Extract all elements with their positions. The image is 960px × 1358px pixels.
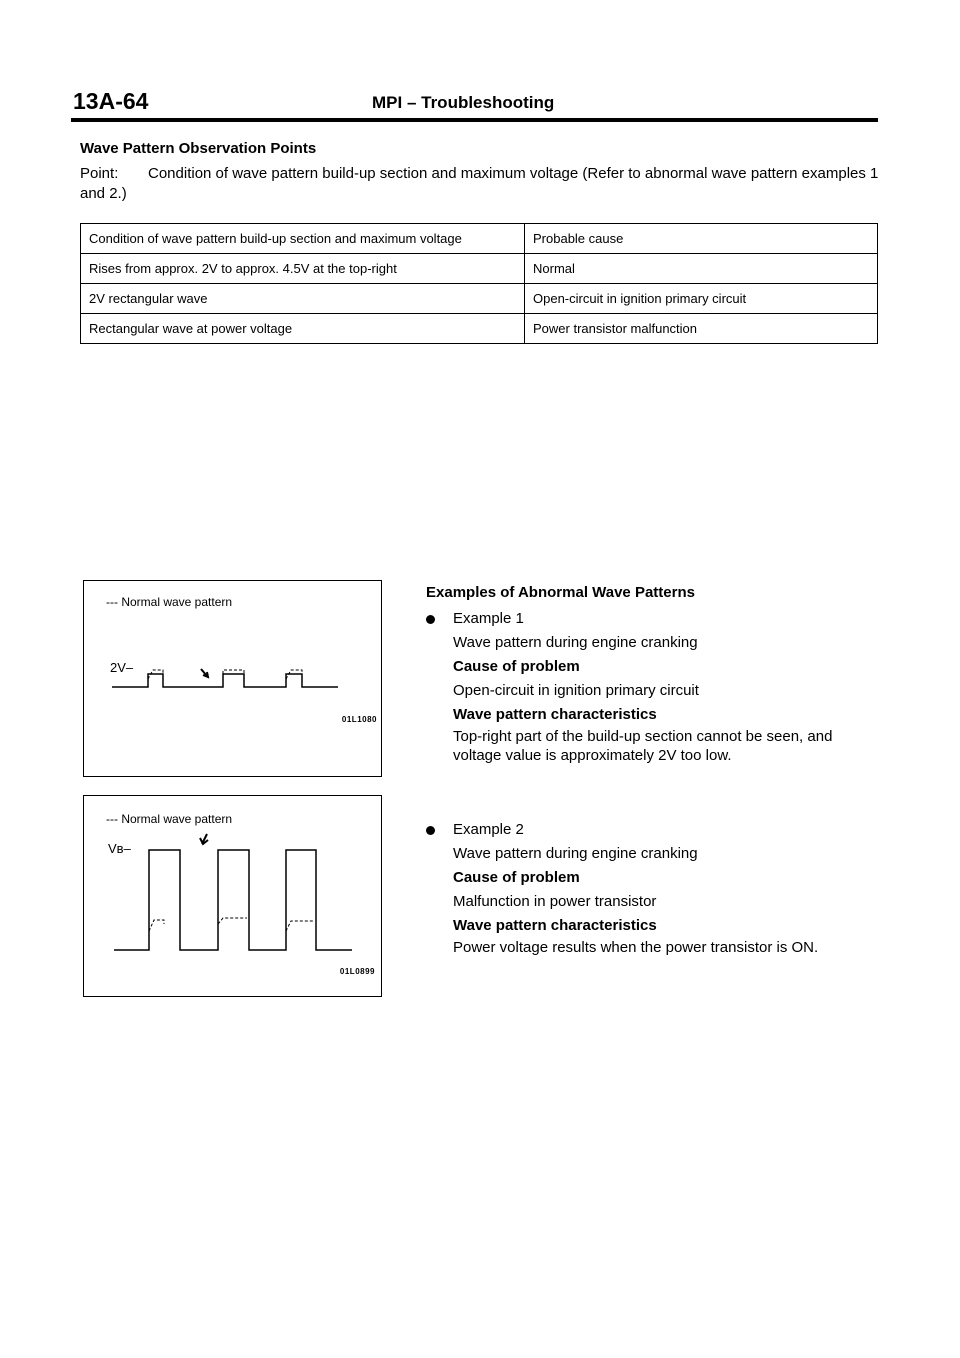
observation-heading: Wave Pattern Observation Points	[80, 140, 317, 157]
normal-wave-dashed	[149, 920, 164, 931]
figure-legend: --- Normal wave pattern	[106, 595, 233, 609]
point-label: Point:	[80, 165, 119, 182]
cause-heading: Cause of problem	[453, 658, 580, 675]
table-cell-condition: 2V rectangular wave	[81, 284, 525, 314]
example-name: Example 1	[453, 610, 524, 627]
figure-code: 01L0899	[339, 967, 375, 976]
cause-text: Open-circuit in ignition primary circuit	[453, 682, 699, 699]
figure-legend: --- Normal wave pattern	[106, 812, 233, 826]
point-text: Condition of wave pattern build-up section and maximum voltage (Refer to abnormal wave pattern examples 1 and 2.)	[80, 165, 879, 202]
table-cell-cause: Power transistor malfunction	[525, 314, 878, 344]
examples-section	[426, 581, 878, 765]
table-header-row	[81, 224, 878, 254]
table-row	[81, 314, 878, 344]
section-title: MPI – Troubleshooting	[372, 93, 555, 112]
example-2-bullet	[426, 818, 878, 842]
table-header-condition: Condition of wave pattern build-up section and maximum voltage	[81, 224, 525, 254]
characteristics-text: Top-right part of the build-up section cannot be seen, and voltage value is approximately 2V too low.	[453, 728, 833, 764]
example-condition: Wave pattern during engine cranking	[453, 634, 698, 651]
voltage-label: 2V–	[110, 660, 134, 675]
table-header-cause: Probable cause	[525, 224, 878, 254]
voltage-label: Vʙ–	[108, 841, 131, 856]
figure-example-1	[83, 580, 382, 777]
table-cell-condition: Rises from approx. 2V to approx. 4.5V at the top-right	[81, 254, 525, 284]
condition-table	[80, 223, 878, 344]
bullet-icon	[426, 826, 435, 835]
characteristics-heading: Wave pattern characteristics	[453, 706, 657, 723]
characteristics-text: Power voltage results when the power transistor is ON.	[453, 939, 819, 956]
examples-title: Examples of Abnormal Wave Patterns	[426, 584, 695, 601]
arrow-icon	[200, 834, 208, 844]
example-1-bullet	[426, 607, 878, 631]
observation-point	[80, 164, 880, 204]
cause-heading: Cause of problem	[453, 869, 580, 886]
figure-example-2	[83, 795, 382, 997]
bullet-icon	[426, 615, 435, 624]
table-cell-cause: Open-circuit in ignition primary circuit	[525, 284, 878, 314]
normal-wave-dashed	[286, 921, 314, 931]
example-condition: Wave pattern during engine cranking	[453, 845, 698, 862]
example-2-section	[426, 818, 878, 957]
wave-diagram-1	[84, 581, 381, 776]
figure-code: 01L1080	[341, 715, 377, 724]
table-cell-condition: Rectangular wave at power voltage	[81, 314, 525, 344]
header-rule	[71, 118, 878, 122]
abnormal-wave	[114, 850, 352, 950]
page-number: 13A-64	[73, 88, 149, 114]
cause-text: Malfunction in power transistor	[453, 893, 657, 910]
table-row	[81, 254, 878, 284]
table-row	[81, 284, 878, 314]
characteristics-heading: Wave pattern characteristics	[453, 917, 657, 934]
abnormal-wave	[112, 674, 338, 687]
example-name: Example 2	[453, 821, 524, 838]
wave-diagram-2	[84, 796, 381, 996]
normal-wave-dashed	[218, 918, 247, 924]
table-cell-cause: Normal	[525, 254, 878, 284]
arrow-icon	[201, 669, 208, 677]
